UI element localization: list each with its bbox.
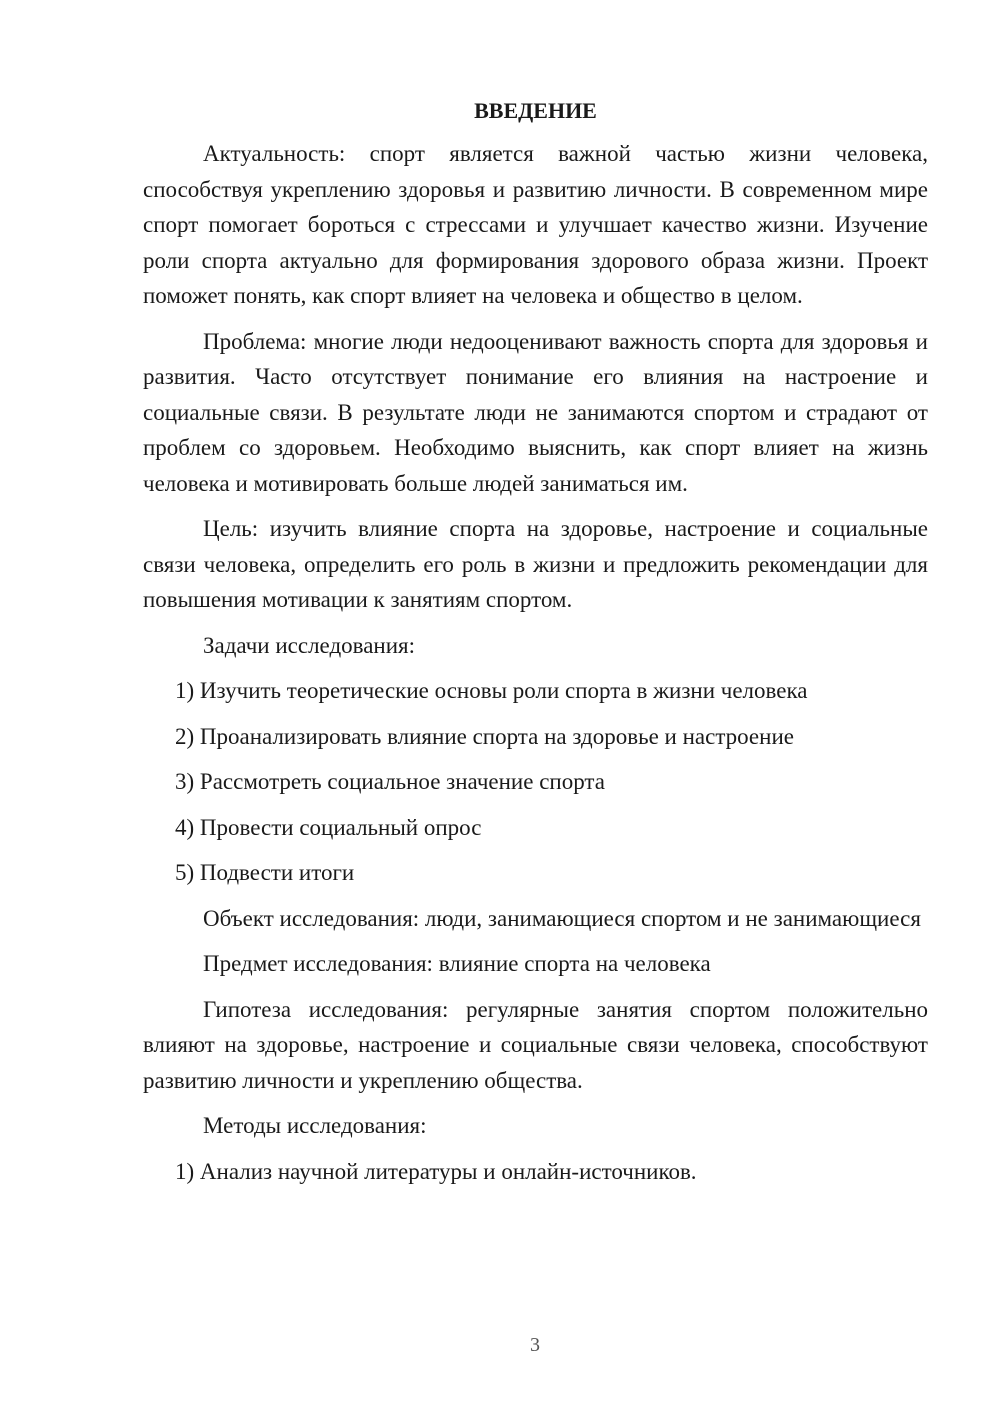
page-number: 3 xyxy=(530,1334,540,1356)
list-item: 2) Проанализировать влияние спорта на здоровье и настроение xyxy=(175,723,794,749)
subject-paragraph: Предмет исследования: влияние спорта на человека xyxy=(203,951,711,976)
list-item: 3) Рассмотреть социальное значение спорта xyxy=(175,769,605,794)
list-item: 1) Анализ научной литературы и онлайн-источников. xyxy=(175,1158,697,1184)
goal-paragraph: Цель: изучить влияние спорта на здоровье, настроение и социальные связи человека, определить его роль в жизни и предложить рекомендации для повышения мотивации к занятиям спортом. xyxy=(143,516,928,612)
list-item: 4) Провести социальный опрос xyxy=(175,814,482,840)
list-item: 5) Подвести итоги xyxy=(175,860,355,885)
page-content xyxy=(143,96,928,1199)
tasks-list xyxy=(143,673,928,891)
methods-title: Методы исследования: xyxy=(203,1113,427,1138)
hypothesis-paragraph: Гипотеза исследования: регулярные занятия спортом положительно влияют на здоровье, настроение и социальные связи человека, способствуют развитию личности и укреплению общества. xyxy=(143,996,928,1093)
page-title: ВВЕДЕНИЕ xyxy=(474,98,597,123)
object-paragraph: Объект исследования: люди, занимающиеся спортом и не занимающиеся xyxy=(203,905,921,931)
relevance-paragraph: Актуальность: спорт является важной частью жизни человека, способствуя укреплению здоровья и развитию личности. В современном мире спорт помогает бороться с стрессами и улучшает качество жизни. Изучение роли спорта актуально для формирования здорового образа жизни. Проект поможет понять, как спорт влияет на человека и общество в целом. xyxy=(143,141,928,308)
tasks-title: Задачи исследования: xyxy=(203,632,416,658)
problem-paragraph: Проблема: многие люди недооценивают важность спорта для здоровья и развития. Часто отсутствует понимание его влияния на настроение и социальные связи. В результате люди не занимаются спортом и страдают от проблем со здоровьем. Необходимо выяснить, как спорт влияет на жизнь человека и мотивировать больше людей заниматься им. xyxy=(143,328,928,496)
methods-list xyxy=(143,1154,928,1190)
list-item: 1) Изучить теоретические основы роли спорта в жизни человека xyxy=(175,678,808,703)
